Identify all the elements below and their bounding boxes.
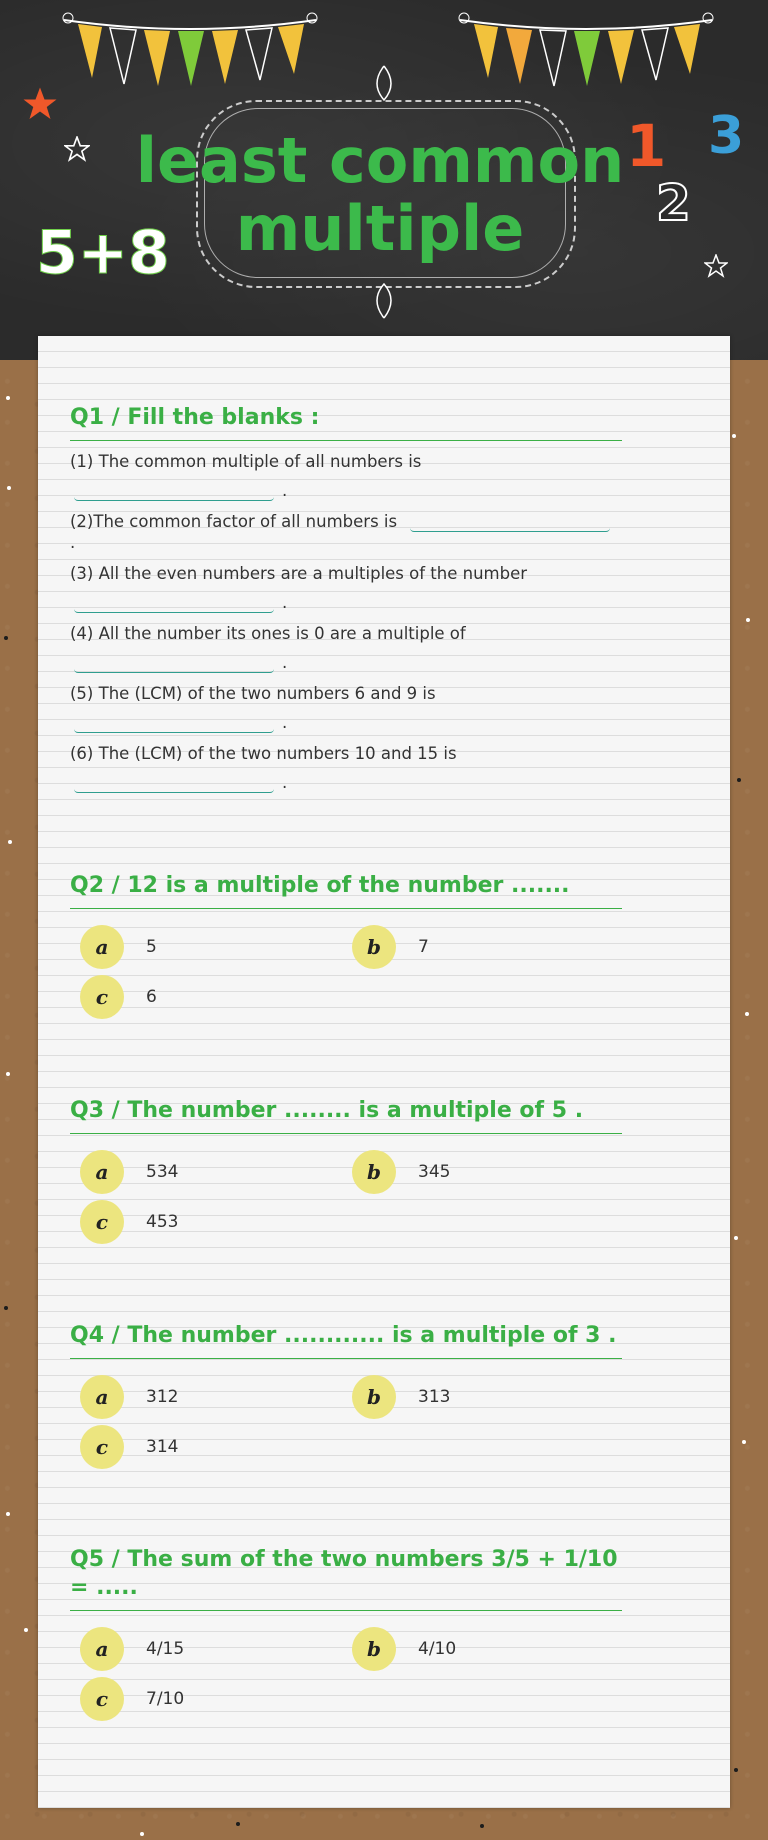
outline-star-right-icon	[704, 254, 728, 278]
question-3	[70, 1097, 622, 1260]
cork-dot	[745, 1012, 749, 1016]
cork-dot	[24, 1628, 28, 1632]
option-text: 534	[146, 1162, 179, 1182]
question-1	[70, 404, 622, 793]
decor-number-two: 2	[656, 174, 691, 232]
question-2	[70, 872, 622, 1035]
fill-item-2: (2)The common factor of all numbers is .	[70, 511, 622, 553]
cork-dot	[6, 1072, 10, 1076]
option-a[interactable]	[70, 1375, 342, 1421]
cork-dot	[4, 1306, 8, 1310]
bunting-right-icon	[456, 8, 716, 88]
option-letter-badge: c	[80, 1677, 124, 1721]
answer-blank[interactable]	[74, 774, 274, 793]
option-b[interactable]	[342, 1375, 614, 1421]
option-c[interactable]	[70, 1425, 342, 1471]
cork-dot	[7, 486, 11, 490]
answer-blank[interactable]	[74, 654, 274, 673]
page-title-line2: multiple	[235, 192, 525, 265]
cork-dot	[6, 396, 10, 400]
option-text: 4/15	[146, 1639, 185, 1659]
question-5	[70, 1546, 622, 1737]
cork-dot	[236, 1822, 240, 1826]
option-c[interactable]	[70, 1200, 342, 1246]
cork-dot	[746, 618, 750, 622]
fill-item-4: (4) All the number its ones is 0 are a multiple of .	[70, 624, 466, 672]
question-5-title: Q5 / The sum of the two numbers 3/5 + 1/10 = .....	[70, 1546, 622, 1611]
cork-dot	[8, 840, 12, 844]
option-b[interactable]	[342, 925, 614, 971]
question-4	[70, 1322, 622, 1485]
option-text: 453	[146, 1212, 179, 1232]
cork-dot	[734, 1768, 738, 1772]
option-letter-badge: c	[80, 1425, 124, 1469]
question-2-title: Q2 / 12 is a multiple of the number .......	[70, 872, 622, 909]
cork-dot	[732, 434, 736, 438]
option-letter-badge: c	[80, 975, 124, 1019]
option-a[interactable]	[70, 1627, 342, 1673]
outline-star-icon	[64, 136, 90, 162]
fill-item-3: (3) All the even numbers are a multiples of the number .	[70, 564, 528, 612]
option-b[interactable]	[342, 1150, 614, 1196]
option-c[interactable]	[70, 1677, 342, 1723]
answer-blank[interactable]	[74, 594, 274, 613]
option-text: 7	[418, 937, 429, 957]
option-letter-badge: b	[352, 925, 396, 969]
option-text: 6	[146, 987, 157, 1007]
fill-item-5: (5) The (LCM) of the two numbers 6 and 9 is .	[70, 684, 436, 732]
fill-item-1: (1) The common multiple of all numbers is .	[70, 452, 422, 500]
cork-dot	[480, 1824, 484, 1828]
decor-numbers-left: 5+8	[36, 218, 170, 288]
option-text: 7/10	[146, 1689, 185, 1709]
question-1-title: Q1 / Fill the blanks :	[70, 404, 622, 441]
cork-dot	[737, 778, 741, 782]
cork-dot	[140, 1832, 144, 1836]
chalkboard-header	[0, 0, 768, 360]
option-text: 345	[418, 1162, 451, 1182]
option-letter-badge: a	[80, 1627, 124, 1671]
question-4-title: Q4 / The number ............ is a multiple of 3 .	[70, 1322, 622, 1359]
cork-dot	[734, 1236, 738, 1240]
cork-dot	[4, 636, 8, 640]
option-text: 4/10	[418, 1639, 457, 1659]
option-letter-badge: a	[80, 925, 124, 969]
option-text: 312	[146, 1387, 179, 1407]
option-letter-badge: b	[352, 1150, 396, 1194]
answer-blank[interactable]	[74, 482, 274, 501]
answer-blank[interactable]	[74, 714, 274, 733]
option-letter-badge: c	[80, 1200, 124, 1244]
option-a[interactable]	[70, 1150, 342, 1196]
option-text: 5	[146, 937, 157, 957]
option-c[interactable]	[70, 975, 342, 1021]
option-text: 313	[418, 1387, 451, 1407]
decor-number-three: 3	[708, 106, 745, 166]
question-3-title: Q3 / The number ........ is a multiple of 5 .	[70, 1097, 622, 1134]
option-letter-badge: a	[80, 1375, 124, 1419]
option-letter-badge: b	[352, 1627, 396, 1671]
orange-star-icon	[22, 86, 58, 122]
decor-number-one: 1	[626, 112, 667, 180]
cork-dot	[742, 1440, 746, 1444]
fill-item-6: (6) The (LCM) of the two numbers 10 and 15 is .	[70, 744, 457, 792]
bunting-left-icon	[60, 8, 320, 88]
option-b[interactable]	[342, 1627, 614, 1673]
option-letter-badge: b	[352, 1375, 396, 1419]
cork-dot	[6, 1512, 10, 1516]
option-a[interactable]	[70, 925, 342, 971]
page-title-line1: least common	[135, 124, 625, 197]
option-text: 314	[146, 1437, 179, 1457]
answer-blank[interactable]	[410, 513, 610, 532]
option-letter-badge: a	[80, 1150, 124, 1194]
